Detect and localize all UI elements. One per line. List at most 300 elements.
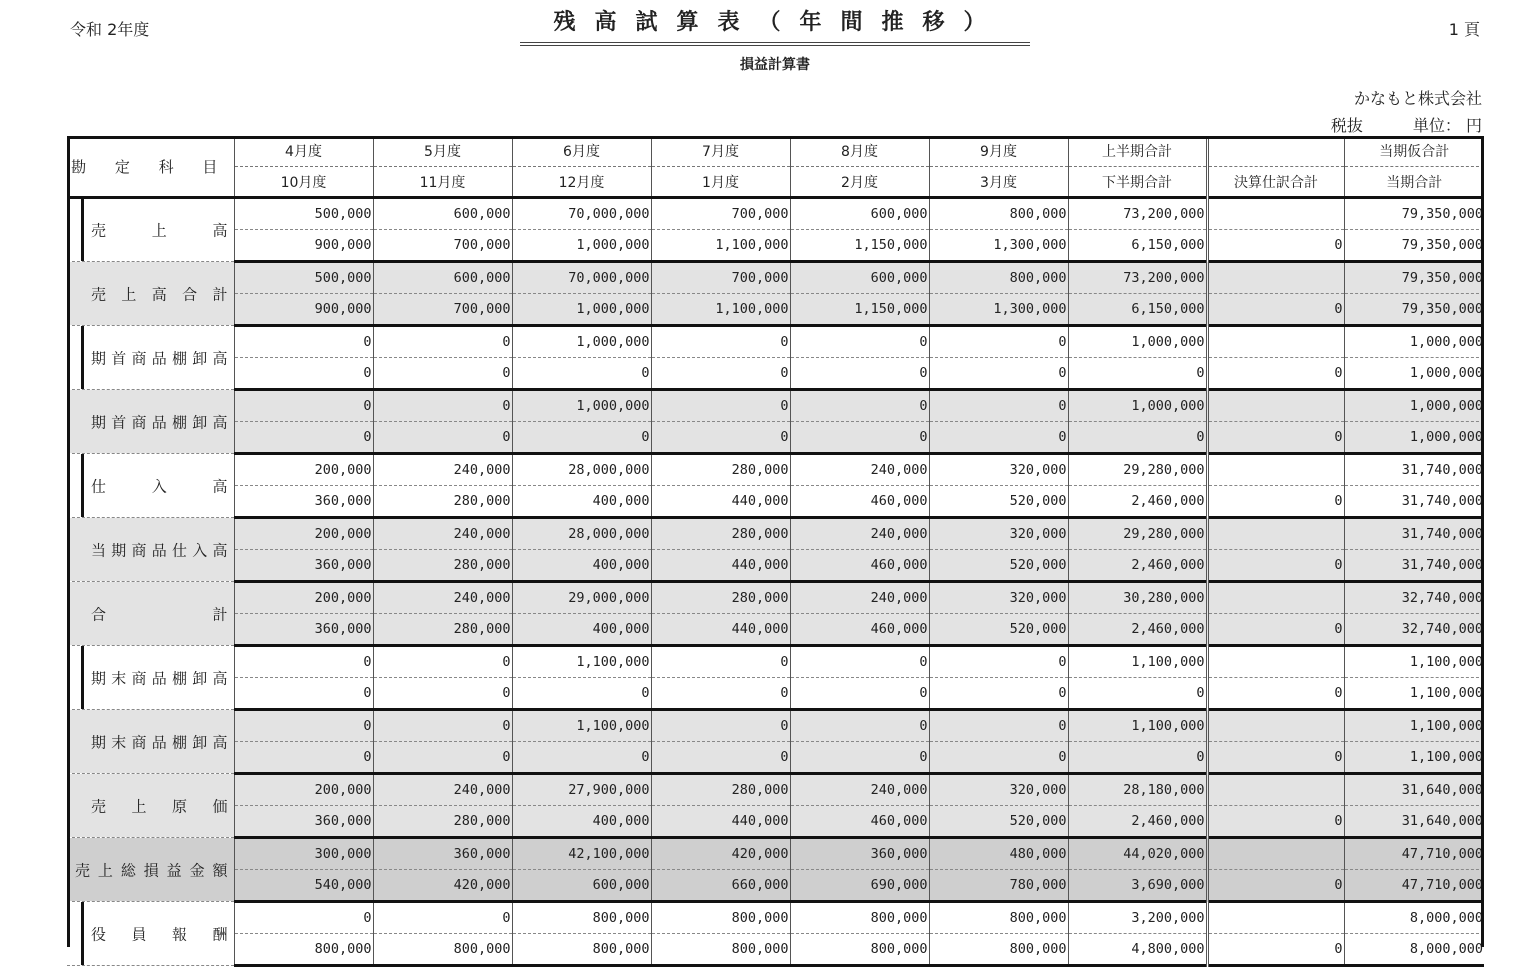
amount-cell: 520,000 bbox=[929, 486, 1068, 518]
account-label: 売上原価 bbox=[91, 797, 228, 815]
amount-cell: 32,740,000 bbox=[1344, 614, 1484, 646]
table-row bbox=[67, 422, 1484, 454]
amount-cell bbox=[1207, 774, 1344, 806]
amount-cell: 0 bbox=[234, 326, 373, 358]
amount-cell: 1,100,000 bbox=[512, 646, 651, 678]
amount-cell: 0 bbox=[651, 710, 790, 742]
group-bracket bbox=[81, 326, 84, 389]
amount-cell bbox=[1207, 390, 1344, 422]
table-row bbox=[67, 774, 1484, 806]
amount-cell: 0 bbox=[929, 358, 1068, 390]
amount-cell: 0 bbox=[929, 390, 1068, 422]
amount-cell: 0 bbox=[512, 678, 651, 710]
account-label: 仕入高 bbox=[91, 477, 228, 495]
amount-cell: 460,000 bbox=[790, 806, 929, 838]
table-row bbox=[67, 294, 1484, 326]
amount-cell: 520,000 bbox=[929, 614, 1068, 646]
account-name-cell bbox=[67, 646, 234, 710]
amount-cell: 0 bbox=[234, 678, 373, 710]
amount-cell: 31,740,000 bbox=[1344, 454, 1484, 486]
col-header-top: 8月度 bbox=[790, 136, 929, 167]
amount-cell: 0 bbox=[234, 742, 373, 774]
amount-cell: 500,000 bbox=[234, 262, 373, 294]
amount-cell: 600,000 bbox=[512, 870, 651, 902]
amount-cell: 2,460,000 bbox=[1068, 614, 1207, 646]
amount-cell: 800,000 bbox=[929, 902, 1068, 934]
amount-cell: 800,000 bbox=[651, 934, 790, 966]
amount-cell: 0 bbox=[234, 710, 373, 742]
amount-cell: 79,350,000 bbox=[1344, 294, 1484, 326]
table-row bbox=[67, 518, 1484, 550]
amount-cell: 1,150,000 bbox=[790, 294, 929, 326]
report-title-block bbox=[520, 6, 1030, 46]
amount-cell: 2,460,000 bbox=[1068, 550, 1207, 582]
account-name-cell bbox=[67, 454, 234, 518]
amount-cell: 240,000 bbox=[373, 518, 512, 550]
table-row bbox=[67, 326, 1484, 358]
amount-cell: 900,000 bbox=[234, 230, 373, 262]
amount-cell: 800,000 bbox=[512, 902, 651, 934]
amount-cell: 27,900,000 bbox=[512, 774, 651, 806]
amount-cell: 0 bbox=[1207, 294, 1344, 326]
amount-cell: 280,000 bbox=[373, 550, 512, 582]
amount-cell: 400,000 bbox=[512, 614, 651, 646]
amount-cell: 0 bbox=[373, 678, 512, 710]
amount-cell: 600,000 bbox=[373, 262, 512, 294]
col-header-bottom: 2月度 bbox=[790, 167, 929, 198]
amount-cell: 600,000 bbox=[790, 198, 929, 230]
amount-cell bbox=[1207, 198, 1344, 230]
amount-cell: 0 bbox=[373, 326, 512, 358]
amount-cell: 47,710,000 bbox=[1344, 870, 1484, 902]
table-row bbox=[67, 934, 1484, 966]
amount-cell: 440,000 bbox=[651, 550, 790, 582]
trial-balance-table bbox=[67, 136, 1484, 967]
amount-cell: 1,100,000 bbox=[1344, 678, 1484, 710]
amount-cell: 70,000,000 bbox=[512, 198, 651, 230]
col-header-top: 5月度 bbox=[373, 136, 512, 167]
amount-cell: 280,000 bbox=[373, 614, 512, 646]
amount-cell: 31,740,000 bbox=[1344, 550, 1484, 582]
amount-cell: 0 bbox=[929, 710, 1068, 742]
account-name-cell bbox=[67, 262, 234, 326]
amount-cell: 0 bbox=[790, 678, 929, 710]
amount-cell: 400,000 bbox=[512, 806, 651, 838]
amount-cell: 800,000 bbox=[234, 934, 373, 966]
amount-cell: 280,000 bbox=[651, 582, 790, 614]
amount-cell: 800,000 bbox=[790, 934, 929, 966]
table-row bbox=[67, 390, 1484, 422]
amount-cell: 0 bbox=[373, 358, 512, 390]
amount-cell: 280,000 bbox=[651, 774, 790, 806]
amount-cell: 0 bbox=[929, 678, 1068, 710]
amount-cell: 700,000 bbox=[373, 230, 512, 262]
table-row bbox=[67, 870, 1484, 902]
account-label: 合計 bbox=[91, 605, 228, 623]
group-bracket bbox=[81, 902, 84, 965]
amount-cell: 1,100,000 bbox=[512, 710, 651, 742]
unit-line bbox=[1331, 113, 1482, 136]
amount-cell: 0 bbox=[373, 646, 512, 678]
table-header bbox=[67, 136, 1484, 198]
amount-cell: 500,000 bbox=[234, 198, 373, 230]
amount-cell: 700,000 bbox=[373, 294, 512, 326]
amount-cell: 0 bbox=[929, 422, 1068, 454]
amount-cell: 440,000 bbox=[651, 806, 790, 838]
amount-cell: 29,000,000 bbox=[512, 582, 651, 614]
amount-cell: 0 bbox=[929, 646, 1068, 678]
amount-cell: 28,000,000 bbox=[512, 518, 651, 550]
col-header-bottom: 下半期合計 bbox=[1068, 167, 1207, 198]
amount-cell: 29,280,000 bbox=[1068, 454, 1207, 486]
table-row bbox=[67, 646, 1484, 678]
table-row bbox=[67, 582, 1484, 614]
amount-cell: 0 bbox=[651, 390, 790, 422]
amount-cell: 1,000,000 bbox=[512, 326, 651, 358]
amount-cell: 4,800,000 bbox=[1068, 934, 1207, 966]
amount-cell: 780,000 bbox=[929, 870, 1068, 902]
amount-cell: 800,000 bbox=[651, 902, 790, 934]
amount-cell: 31,640,000 bbox=[1344, 806, 1484, 838]
table-row bbox=[67, 806, 1484, 838]
amount-cell: 700,000 bbox=[651, 198, 790, 230]
amount-cell: 600,000 bbox=[373, 198, 512, 230]
col-header-bottom: 決算仕訳合計 bbox=[1207, 167, 1344, 198]
amount-cell: 460,000 bbox=[790, 550, 929, 582]
col-header-bottom: 11月度 bbox=[373, 167, 512, 198]
account-name-cell bbox=[67, 838, 234, 902]
report-subtitle: 損益計算書 bbox=[740, 57, 810, 73]
amount-cell: 0 bbox=[1207, 870, 1344, 902]
amount-cell: 360,000 bbox=[234, 806, 373, 838]
account-label: 期末商品棚卸高 bbox=[91, 733, 228, 751]
amount-cell: 400,000 bbox=[512, 550, 651, 582]
amount-cell: 0 bbox=[373, 742, 512, 774]
amount-cell: 3,200,000 bbox=[1068, 902, 1207, 934]
amount-cell: 1,000,000 bbox=[512, 390, 651, 422]
amount-cell: 70,000,000 bbox=[512, 262, 651, 294]
amount-cell: 280,000 bbox=[373, 486, 512, 518]
amount-cell: 0 bbox=[790, 742, 929, 774]
amount-cell: 240,000 bbox=[790, 582, 929, 614]
amount-cell: 280,000 bbox=[651, 454, 790, 486]
amount-cell bbox=[1207, 838, 1344, 870]
amount-cell: 280,000 bbox=[651, 518, 790, 550]
page-number: 1 頁 bbox=[1448, 20, 1480, 39]
amount-cell: 0 bbox=[373, 422, 512, 454]
amount-cell: 240,000 bbox=[373, 454, 512, 486]
amount-cell bbox=[1207, 646, 1344, 678]
amount-cell: 1,000,000 bbox=[1344, 358, 1484, 390]
amount-cell: 240,000 bbox=[790, 454, 929, 486]
col-header-top: 9月度 bbox=[929, 136, 1068, 167]
table-row bbox=[67, 550, 1484, 582]
col-header-bottom: 当期合計 bbox=[1344, 167, 1484, 198]
amount-cell: 0 bbox=[651, 422, 790, 454]
amount-cell: 0 bbox=[790, 422, 929, 454]
account-name-cell bbox=[67, 326, 234, 390]
col-header-top: 上半期合計 bbox=[1068, 136, 1207, 167]
amount-cell: 420,000 bbox=[651, 838, 790, 870]
col-header-bottom: 10月度 bbox=[234, 167, 373, 198]
amount-cell: 900,000 bbox=[234, 294, 373, 326]
amount-cell: 30,280,000 bbox=[1068, 582, 1207, 614]
amount-cell: 28,180,000 bbox=[1068, 774, 1207, 806]
amount-cell: 320,000 bbox=[929, 518, 1068, 550]
amount-cell: 6,150,000 bbox=[1068, 230, 1207, 262]
amount-cell bbox=[1207, 518, 1344, 550]
amount-cell: 0 bbox=[512, 358, 651, 390]
amount-cell: 0 bbox=[512, 742, 651, 774]
amount-cell: 320,000 bbox=[929, 774, 1068, 806]
amount-cell: 0 bbox=[651, 358, 790, 390]
amount-cell bbox=[1207, 454, 1344, 486]
table-row bbox=[67, 262, 1484, 294]
amount-cell: 0 bbox=[1207, 550, 1344, 582]
table-row bbox=[67, 614, 1484, 646]
account-label: 役員報酬 bbox=[91, 925, 228, 943]
col-header-bottom: 3月度 bbox=[929, 167, 1068, 198]
amount-cell: 0 bbox=[373, 710, 512, 742]
amount-cell: 800,000 bbox=[790, 902, 929, 934]
col-header-top: 4月度 bbox=[234, 136, 373, 167]
unit-label: 単位： 円 bbox=[1412, 116, 1482, 135]
group-bracket bbox=[81, 199, 84, 261]
amount-cell: 0 bbox=[790, 646, 929, 678]
amount-cell: 0 bbox=[790, 358, 929, 390]
amount-cell: 0 bbox=[790, 326, 929, 358]
account-label: 売上高 bbox=[91, 221, 228, 240]
account-name-cell bbox=[67, 390, 234, 454]
amount-cell: 31,640,000 bbox=[1344, 774, 1484, 806]
amount-cell: 44,020,000 bbox=[1068, 838, 1207, 870]
amount-cell: 320,000 bbox=[929, 454, 1068, 486]
account-label: 期首商品棚卸高 bbox=[91, 413, 228, 431]
amount-cell: 0 bbox=[929, 326, 1068, 358]
company-name: かなもと株式会社 bbox=[1353, 89, 1482, 108]
amount-cell: 0 bbox=[373, 902, 512, 934]
amount-cell: 31,740,000 bbox=[1344, 486, 1484, 518]
report-title: 残高試算表（年間推移） bbox=[520, 6, 1030, 46]
tax-mode-label: 税抜 bbox=[1330, 116, 1363, 135]
amount-cell: 28,000,000 bbox=[512, 454, 651, 486]
amount-cell: 29,280,000 bbox=[1068, 518, 1207, 550]
amount-cell: 460,000 bbox=[790, 486, 929, 518]
amount-cell: 73,200,000 bbox=[1068, 198, 1207, 230]
amount-cell: 0 bbox=[651, 742, 790, 774]
amount-cell: 600,000 bbox=[790, 262, 929, 294]
amount-cell: 1,100,000 bbox=[1068, 646, 1207, 678]
amount-cell: 360,000 bbox=[234, 550, 373, 582]
amount-cell: 0 bbox=[1207, 742, 1344, 774]
amount-cell: 400,000 bbox=[512, 486, 651, 518]
table-row bbox=[67, 838, 1484, 870]
amount-cell: 0 bbox=[1207, 614, 1344, 646]
amount-cell: 0 bbox=[1207, 486, 1344, 518]
amount-cell: 1,300,000 bbox=[929, 294, 1068, 326]
amount-cell: 800,000 bbox=[512, 934, 651, 966]
amount-cell: 0 bbox=[234, 390, 373, 422]
group-bracket bbox=[81, 646, 84, 709]
amount-cell: 3,690,000 bbox=[1068, 870, 1207, 902]
amount-cell: 320,000 bbox=[929, 582, 1068, 614]
amount-cell: 8,000,000 bbox=[1344, 934, 1484, 966]
amount-cell: 0 bbox=[234, 902, 373, 934]
account-name-cell bbox=[67, 710, 234, 774]
amount-cell: 1,300,000 bbox=[929, 230, 1068, 262]
amount-cell: 360,000 bbox=[373, 838, 512, 870]
table-row bbox=[67, 902, 1484, 934]
amount-cell: 1,100,000 bbox=[1344, 742, 1484, 774]
amount-cell: 200,000 bbox=[234, 454, 373, 486]
amount-cell bbox=[1207, 582, 1344, 614]
col-header-bottom: 12月度 bbox=[512, 167, 651, 198]
amount-cell: 73,200,000 bbox=[1068, 262, 1207, 294]
amount-cell: 240,000 bbox=[373, 582, 512, 614]
amount-cell: 0 bbox=[1068, 358, 1207, 390]
amount-cell: 1,150,000 bbox=[790, 230, 929, 262]
account-label: 期末商品棚卸高 bbox=[91, 669, 228, 687]
amount-cell: 0 bbox=[1068, 422, 1207, 454]
group-bracket bbox=[81, 454, 84, 517]
amount-cell: 0 bbox=[234, 422, 373, 454]
amount-cell: 1,000,000 bbox=[1344, 422, 1484, 454]
amount-cell: 47,710,000 bbox=[1344, 838, 1484, 870]
account-name-cell bbox=[67, 902, 234, 966]
amount-cell: 240,000 bbox=[790, 518, 929, 550]
amount-cell: 0 bbox=[651, 326, 790, 358]
amount-cell: 520,000 bbox=[929, 806, 1068, 838]
amount-cell: 79,350,000 bbox=[1344, 198, 1484, 230]
trial-balance-sheet bbox=[67, 136, 1484, 957]
amount-cell: 1,000,000 bbox=[1068, 390, 1207, 422]
amount-cell: 0 bbox=[929, 742, 1068, 774]
table-row bbox=[67, 742, 1484, 774]
amount-cell: 0 bbox=[1207, 422, 1344, 454]
account-name-cell bbox=[67, 582, 234, 646]
account-label: 売上総損益金額 bbox=[75, 861, 228, 879]
amount-cell: 240,000 bbox=[790, 774, 929, 806]
amount-cell: 32,740,000 bbox=[1344, 582, 1484, 614]
amount-cell: 1,000,000 bbox=[512, 230, 651, 262]
amount-cell: 660,000 bbox=[651, 870, 790, 902]
amount-cell: 200,000 bbox=[234, 774, 373, 806]
amount-cell: 1,000,000 bbox=[1344, 326, 1484, 358]
amount-cell: 0 bbox=[373, 390, 512, 422]
amount-cell: 800,000 bbox=[929, 198, 1068, 230]
account-label: 売上高合計 bbox=[91, 285, 228, 303]
amount-cell: 0 bbox=[1207, 358, 1344, 390]
amount-cell: 0 bbox=[790, 390, 929, 422]
amount-cell: 1,100,000 bbox=[1068, 710, 1207, 742]
amount-cell: 800,000 bbox=[929, 934, 1068, 966]
amount-cell: 520,000 bbox=[929, 550, 1068, 582]
amount-cell: 2,460,000 bbox=[1068, 806, 1207, 838]
amount-cell: 0 bbox=[651, 678, 790, 710]
account-name-cell bbox=[67, 198, 234, 262]
account-name-cell bbox=[67, 774, 234, 838]
amount-cell: 8,000,000 bbox=[1344, 902, 1484, 934]
col-header-top bbox=[1207, 136, 1344, 167]
amount-cell: 0 bbox=[1207, 934, 1344, 966]
amount-cell: 1,100,000 bbox=[651, 230, 790, 262]
amount-cell: 2,460,000 bbox=[1068, 486, 1207, 518]
amount-cell: 800,000 bbox=[373, 934, 512, 966]
amount-cell: 1,100,000 bbox=[651, 294, 790, 326]
amount-cell: 6,150,000 bbox=[1068, 294, 1207, 326]
amount-cell: 300,000 bbox=[234, 838, 373, 870]
amount-cell: 0 bbox=[1068, 678, 1207, 710]
amount-cell: 540,000 bbox=[234, 870, 373, 902]
amount-cell: 460,000 bbox=[790, 614, 929, 646]
amount-cell: 360,000 bbox=[234, 614, 373, 646]
amount-cell: 480,000 bbox=[929, 838, 1068, 870]
amount-cell: 1,100,000 bbox=[1344, 646, 1484, 678]
amount-cell: 800,000 bbox=[929, 262, 1068, 294]
amount-cell: 280,000 bbox=[373, 806, 512, 838]
amount-cell: 1,000,000 bbox=[512, 294, 651, 326]
amount-cell: 31,740,000 bbox=[1344, 518, 1484, 550]
amount-cell: 360,000 bbox=[790, 838, 929, 870]
amount-cell: 420,000 bbox=[373, 870, 512, 902]
amount-cell bbox=[1207, 710, 1344, 742]
amount-cell: 0 bbox=[790, 710, 929, 742]
amount-cell: 700,000 bbox=[651, 262, 790, 294]
amount-cell: 1,000,000 bbox=[1344, 390, 1484, 422]
amount-cell: 1,000,000 bbox=[1068, 326, 1207, 358]
account-label: 当期商品仕入高 bbox=[91, 541, 228, 559]
table-row bbox=[67, 454, 1484, 486]
amount-cell: 240,000 bbox=[373, 774, 512, 806]
table-row bbox=[67, 198, 1484, 230]
col-header-top: 6月度 bbox=[512, 136, 651, 167]
amount-cell: 1,100,000 bbox=[1344, 710, 1484, 742]
table-body bbox=[67, 198, 1484, 966]
amount-cell: 440,000 bbox=[651, 614, 790, 646]
amount-cell: 200,000 bbox=[234, 518, 373, 550]
amount-cell bbox=[1207, 326, 1344, 358]
table-row bbox=[67, 358, 1484, 390]
amount-cell: 0 bbox=[1207, 230, 1344, 262]
amount-cell: 440,000 bbox=[651, 486, 790, 518]
amount-cell: 0 bbox=[1207, 806, 1344, 838]
fiscal-year-label: 令和 2年度 bbox=[70, 20, 150, 39]
amount-cell: 0 bbox=[234, 358, 373, 390]
col-header-bottom: 1月度 bbox=[651, 167, 790, 198]
amount-cell: 0 bbox=[234, 646, 373, 678]
amount-cell: 0 bbox=[1207, 678, 1344, 710]
table-row bbox=[67, 710, 1484, 742]
account-header: 勘 定 科 目 bbox=[67, 136, 234, 198]
amount-cell: 79,350,000 bbox=[1344, 262, 1484, 294]
amount-cell: 0 bbox=[1068, 742, 1207, 774]
amount-cell bbox=[1207, 262, 1344, 294]
amount-cell: 690,000 bbox=[790, 870, 929, 902]
table-row bbox=[67, 230, 1484, 262]
amount-cell: 0 bbox=[512, 422, 651, 454]
amount-cell: 0 bbox=[651, 646, 790, 678]
account-label: 期首商品棚卸高 bbox=[91, 349, 228, 367]
amount-cell: 79,350,000 bbox=[1344, 230, 1484, 262]
account-name-cell bbox=[67, 518, 234, 582]
amount-cell bbox=[1207, 902, 1344, 934]
col-header-top: 当期仮合計 bbox=[1344, 136, 1484, 167]
amount-cell: 200,000 bbox=[234, 582, 373, 614]
table-row bbox=[67, 486, 1484, 518]
col-header-top: 7月度 bbox=[651, 136, 790, 167]
amount-cell: 360,000 bbox=[234, 486, 373, 518]
table-row bbox=[67, 678, 1484, 710]
